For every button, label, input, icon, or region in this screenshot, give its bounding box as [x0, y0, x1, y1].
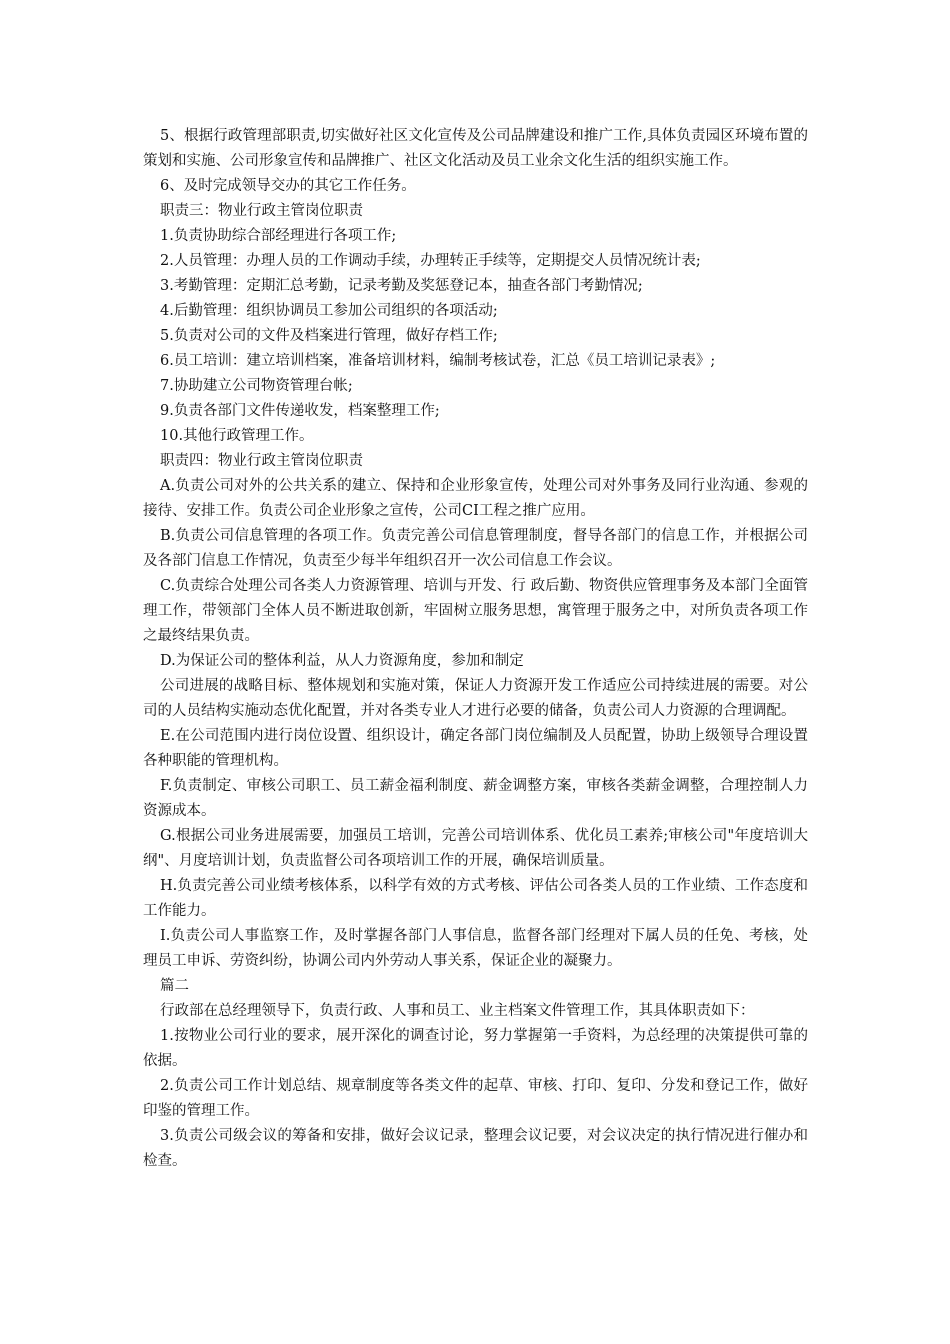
- section-heading: 职责三：物业行政主管岗位职责: [160, 203, 363, 219]
- list-item: 3.考勤管理：定期汇总考勤，记录考勤及奖惩登记本，抽查各部门考勤情况;: [160, 278, 643, 294]
- list-item: 10.其他行政管理工作。: [160, 428, 314, 444]
- list-item: 1.负责协助综合部经理进行各项工作;: [160, 228, 397, 244]
- list-item: 1.按物业公司行业的要求，展开深化的调查讨论，努力掌握第一手资料，为总经理的决策提供可靠的依据。: [143, 1028, 808, 1069]
- paragraph: 5、根据行政管理部职责,切实做好社区文化宣传及公司品牌建设和推广工作,具体负责园区环境布置的策划和实施、公司形象宣传和品牌推广、社区文化活动及员工业余文化生活的组织实施工作。: [143, 128, 808, 169]
- document-body: [143, 124, 808, 1174]
- list-item: E.在公司范围内进行岗位设置、组织设计，确定各部门岗位编制及人员配置，协助上级领导合理设置各种职能的管理机构。: [143, 728, 808, 769]
- list-item: G.根据公司业务进展需要，加强员工培训，完善公司培训体系、优化员工素养;审核公司"年度培训大纲"、月度培训计划，负责监督公司各项培训工作的开展，确保培训质量。: [143, 828, 808, 869]
- list-item: 2.负责公司工作计划总结、规章制度等各类文件的起草、审核、打印、复印、分发和登记工作，做好印鉴的管理工作。: [143, 1078, 808, 1119]
- list-item: F.负责制定、审核公司职工、员工薪金福利制度、薪金调整方案，审核各类薪金调整，合理控制人力资源成本。: [143, 778, 808, 819]
- list-item: 4.后勤管理：组织协调员工参加公司组织的各项活动;: [160, 303, 498, 319]
- section-heading: 职责四：物业行政主管岗位职责: [160, 453, 363, 469]
- list-item: A.负责公司对外的公共关系的建立、保持和企业形象宣传，处理公司对外事务及同行业沟通、参观的接待、安排工作。负责公司企业形象之宣传，公司CI工程之推广应用。: [143, 478, 808, 519]
- list-item: I.负责公司人事监察工作，及时掌握各部门人事信息，监督各部门经理对下属人员的任免、考核，处理员工申诉、劳资纠纷，协调公司内外劳动人事关系，保证企业的凝聚力。: [143, 928, 808, 969]
- list-item: 5.负责对公司的文件及档案进行管理，做好存档工作;: [160, 328, 498, 344]
- section-heading: 篇二: [160, 978, 189, 994]
- list-item: 7.协助建立公司物资管理台帐;: [160, 378, 353, 394]
- paragraph: 行政部在总经理领导下，负责行政、人事和员工、业主档案文件管理工作，其具体职责如下：: [160, 1003, 755, 1019]
- list-item: 6.员工培训：建立培训档案，准备培训材料，编制考核试卷，汇总《员工培训记录表》;: [160, 353, 716, 369]
- list-item: H.负责完善公司业绩考核体系，以科学有效的方式考核、评估公司各类人员的工作业绩、工作态度和工作能力。: [143, 878, 808, 919]
- list-item: B.负责公司信息管理的各项工作。负责完善公司信息管理制度，督导各部门的信息工作，并根据公司及各部门信息工作情况，负责至少每半年组织召开一次公司信息工作会议。: [143, 528, 808, 569]
- list-item: 9.负责各部门文件传递收发，档案整理工作;: [160, 403, 440, 419]
- paragraph: 公司进展的战略目标、整体规划和实施对策，保证人力资源开发工作适应公司持续进展的需要。对公司的人员结构实施动态优化配置，并对各类专业人才进行必要的储备，负责公司人力资源的合理调配。: [143, 678, 808, 719]
- list-item: 2.人员管理：办理人员的工作调动手续，办理转正手续等，定期提交人员情况统计表;: [160, 253, 701, 269]
- list-item: D.为保证公司的整体利益，从人力资源角度，参加和制定: [160, 653, 524, 669]
- list-item: C.负责综合处理公司各类人力资源管理、培训与开发、行 政后勤、物资供应管理事务及本部门全面管理工作，带领部门全体人员不断进取创新，牢固树立服务思想，寓管理于服务之中，对所负责各项工作之最终结果负责。: [143, 578, 808, 644]
- paragraph: 6、及时完成领导交办的其它工作任务。: [160, 178, 416, 194]
- list-item: 3.负责公司级会议的筹备和安排，做好会议记录，整理会议记要，对会议决定的执行情况进行催办和检查。: [143, 1128, 808, 1169]
